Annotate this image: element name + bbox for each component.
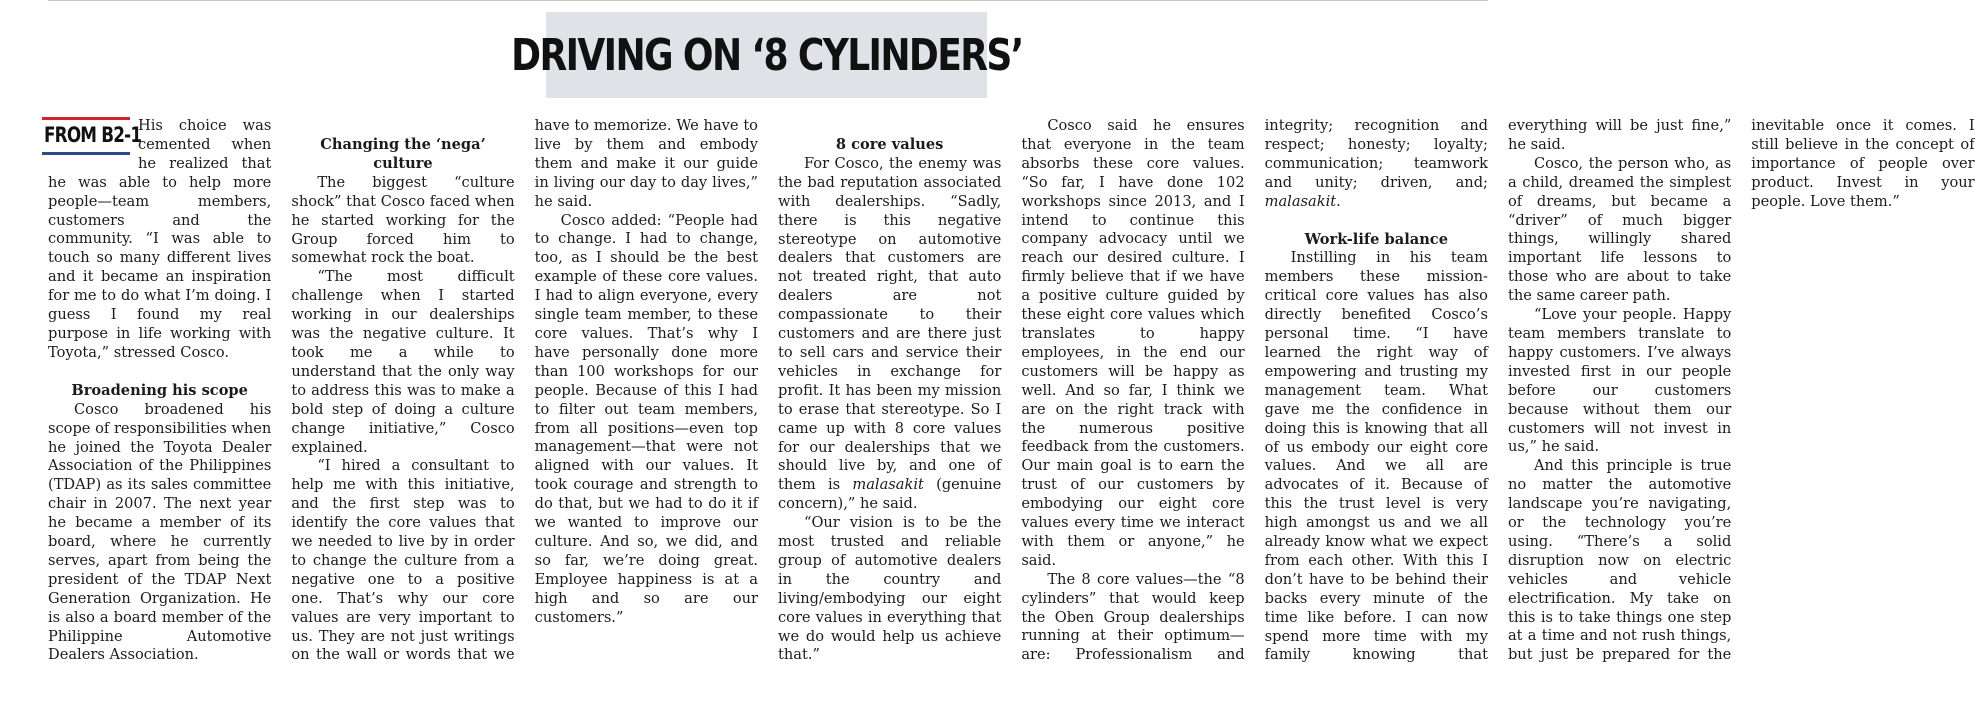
paragraph: Cosco broadened his scope of responsibilities when he joined the Toyota Dealer Association of the Philippines (TDAP) as its sales committee chair in 2007. The next year he became a member of its board, where he currently serves, apart from being the president of the TDAP Next Generation Organization. He is also a board member of the Philippine Automotive Dealers Association. (48, 400, 272, 664)
kicker-red-rule (42, 117, 130, 120)
headline-banner (510, 12, 1023, 98)
paragraph: His choice was cemented when he realized that he was able to help more people—team members, customers and the community. “I was able to touch so many different lives and it became an inspiration for me to do what I’m doing. I guess I found my real purpose in life working with Toyota,” stressed Cosco. (48, 117, 272, 361)
paragraph: Cosco, the person who, as a child, dreamed the simplest of dreams, but became a “driver” of much bigger things, willingly shared important life lessons to those who are about to take the same career path. (1507, 154, 1732, 305)
subhead-broadening-scope: Broadening his scope (71, 381, 248, 399)
article-body (44, 117, 1975, 677)
top-rule (48, 0, 1488, 1)
italic-term: malasakit. (1264, 192, 1341, 210)
paragraph: “The most difficult challenge when I started working in our dealerships was the negative culture. It took me a while to understand that the only way to address this was to make a bold step of doing a culture change initiative,” Cosco explained. (291, 268, 515, 456)
italic-term: malasakit (852, 476, 924, 494)
kicker-blue-rule (42, 152, 130, 155)
paragraph: The biggest “culture shock” that Cosco faced when he started working for the Group forced him to somewhat rock the boat. (291, 173, 515, 267)
paragraph (778, 155, 1001, 514)
paragraph: Cosco added: “People had to change. I had to change, too, as I should be the best example of these core values. I had to align everyone, every single team member, to these core values. That’s why I have personally done more than 100 workshops for our people. Because of this I had to filter out team members, from all positions—even top management—that were not aligned with our values. It took courage and strength to do that, but we had to do it if we wanted to improve our culture. And so, we did, and so far, we’re doing great. Employee happiness is at a high and so are our customers.” (534, 211, 758, 626)
paragraph: “I hired a consultant to help me with this initiative, and the first step was to identify the core values that we needed to live by in order to change the culture from a negative one to a positive one. That’s why our core values are very important to us. They are not just writings on the wall or words that we have to memorize. We have to live by them and embody them and make it our guide in living our day to day lives,” he said. (291, 117, 758, 664)
kicker-label: FROM B2-1 (44, 123, 142, 147)
paragraph: Cosco said he ensures that everyone in the team absorbs these core values. “So far, I have done 102 workshops since 2013, and I intend to continue this company advocacy until we reach our desired culture. I firmly believe that if we have a positive culture guided by these eight core values which translates to happy employees, in the end our customers will be happy as well. And so far, I think we are on the right track with the numerous positive feedback from the customers. Our main goal is to earn the trust of our customers by embodying our eight core values every time we interact with them or anyone,” he said. (1021, 117, 1245, 569)
text-run: (genuine concern),” he said. (777, 476, 1002, 513)
paragraph: And this principle is true no matter the automotive landscape you’re navigating, or the technology you’re using. “There’s a solid disruption now on electric vehicles and vehicle electrification. My take on this is to take things one step at a time and not rush things, but just be prepared for the inevitable once it comes. I still believe in the concept of importance of people over product. Invest in your people. Love them.” (1507, 117, 1975, 664)
subhead-changing-culture: Changing the ‘nega’ culture (320, 136, 486, 172)
text-run: For Cosco, the enemy was the bad reputation associated with dealerships. “Sadly, there is this negative stereotype on automotive dealers that customers are not treated right, that auto dealers are not compassionate to their customers and are there just to sell cars and service their vehicles in exchange for profit. It has been my mission to erase that stereotype. So I came up with 8 core values for our dealerships that we should live by, and one of them is (777, 154, 1002, 494)
text-run: The 8 core values—the “8 cylinders” that would keep the Oben Group dealerships running at their optimum—are: Professionalism and integrity; recognition and respect; honesty; loyalty; communication; teamwork and unity; driven, and; (1021, 117, 1488, 664)
subhead-core-values: 8 core values (835, 136, 944, 153)
subhead-work-life-balance: Work-life balance (1304, 230, 1448, 248)
continued-from-kicker (42, 117, 142, 155)
headline: DRIVING ON ‘8 CYLINDERS’ (510, 29, 1023, 81)
paragraph: “Love your people. Happy team members translate to happy customers. I’ve always invested first in our people before our customers because without them our customers will not invest in us,” he said. (1507, 306, 1732, 456)
paragraph: “Our vision is to be the most trusted and reliable group of automotive dealers in the country and living/embodying our eight core values in everything that we do would help us achieve that.” (777, 514, 1002, 664)
paragraph: Instilling in his team members these mission-critical core values has also directly benefited Cosco’s personal time. “I have learned the right way of empowering and trusting my management team. What gave me the confidence in doing this is knowing that all of us embody our eight core values. And we all are advocates of it. Because of this the trust level is very high amongst us and we all already know what we expect from each other. With this I don’t have to be behind their backs every minute of the time like before. I can now spend more time with my family knowing that everything will be just fine,” he said. (1264, 117, 1732, 664)
